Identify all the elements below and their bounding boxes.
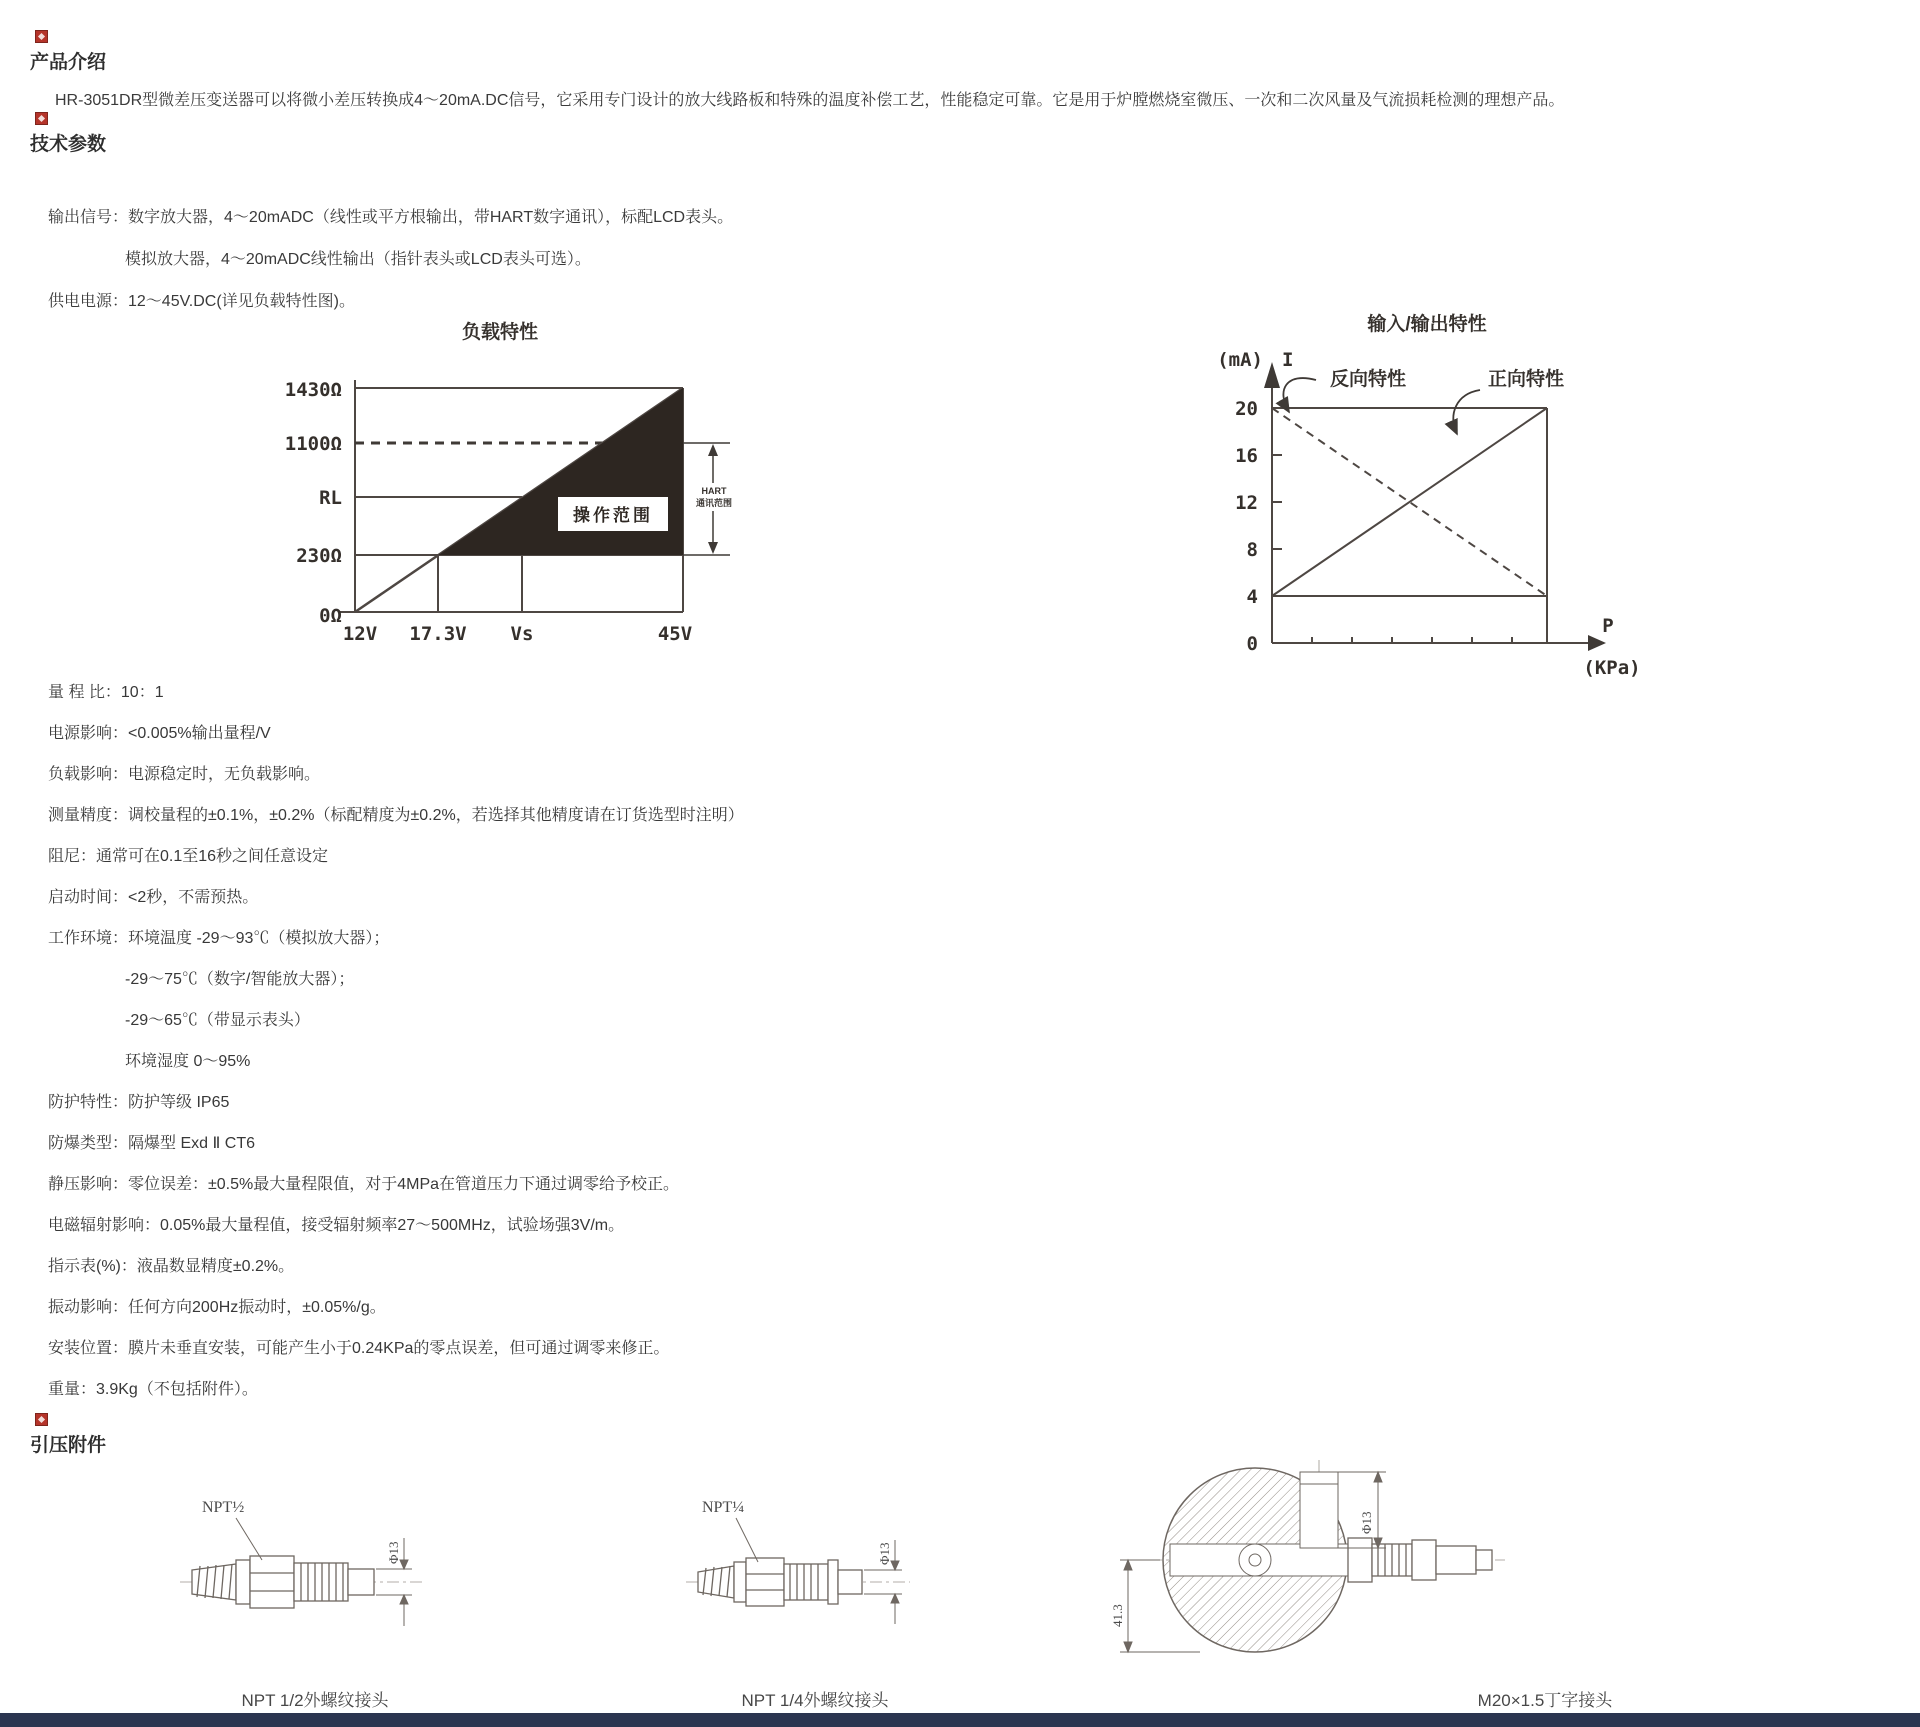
svg-text:反向特性: 反向特性	[1329, 369, 1407, 390]
fitting-caption: NPT 1/2外螺纹接头	[241, 1691, 389, 1710]
y-axis-unit-label: (mA)	[1217, 349, 1263, 371]
svg-text:Vs: Vs	[510, 623, 534, 645]
spec-line: -29～65℃（带显示表头）	[125, 1012, 310, 1029]
diameter-dimension	[1338, 1472, 1386, 1548]
fitting-body	[698, 1558, 862, 1606]
spec-line: 负载影响：电源稳定时，无负载影响。	[48, 766, 321, 783]
spec-line: 重量：3.9Kg（不包括附件）。	[48, 1381, 258, 1398]
io-chart-title: 输入/输出特性	[1367, 314, 1487, 335]
power-supply-line: 供电电源：12～45V.DC(详见负载特性图)。	[48, 293, 356, 310]
section-bullet-icon	[35, 112, 48, 125]
spec-line: 启动时间：<2秒，不需预热。	[48, 889, 259, 906]
y-axis-arrowhead	[1264, 362, 1280, 388]
spec-line: 环境湿度 0～95%	[125, 1053, 251, 1070]
svg-text:8: 8	[1246, 539, 1258, 561]
io-characteristics-chart	[960, 290, 1680, 690]
output-signal-line2: 模拟放大器，4～20mADC线性输出（指针表头或LCD表头可选）。	[125, 251, 591, 268]
spec-list	[48, 682, 744, 1420]
svg-text:20: 20	[1235, 398, 1258, 420]
reverse-characteristic-annotation	[1283, 367, 1406, 412]
io-axes	[1272, 384, 1604, 643]
svg-text:4: 4	[1246, 586, 1258, 608]
leader-line	[736, 1518, 758, 1562]
fitting-body	[192, 1556, 374, 1608]
load-characteristics-chart	[170, 300, 810, 680]
svg-text:12V: 12V	[342, 623, 378, 645]
spec-line: -29～75℃（数字/智能放大器）；	[125, 971, 355, 988]
spec-line: 量 程 比：10：1	[48, 684, 164, 701]
output-signal-line	[48, 204, 733, 227]
svg-text:16: 16	[1235, 445, 1258, 467]
svg-text:0Ω: 0Ω	[319, 605, 342, 627]
fitting-diameter-dim: Φ13	[386, 1541, 401, 1564]
intro-paragraph: HR-3051DR型微差压变送器可以将微小差压转换成4～20mA.DC信号，它采用专门设计的放大线路板和特殊的温度补偿工艺，性能稳定可靠。它是用于炉膛燃烧室微压、一次和二次风量及气流损耗检测的理想产品。	[55, 92, 1565, 109]
fitting-caption: NPT 1/4外螺纹接头	[741, 1691, 889, 1710]
spec-line: 防爆类型：隔爆型 Exd Ⅱ CT6	[48, 1135, 256, 1152]
fitting-drawing-npt-1-2	[150, 1462, 480, 1682]
spec-line: 静压影响：零位误差：±0.5%最大量程限值，对于4MPa在管道压力下通过调零给予校正。	[48, 1176, 680, 1193]
spec-line: 测量精度：调校量程的±0.1%，±0.2%（标配精度为±0.2%，若选择其他精度请在订货选型时注明）	[48, 807, 744, 824]
spec-line: 阻尼：通常可在0.1至16秒之间任意设定	[48, 848, 329, 865]
svg-text:1100Ω: 1100Ω	[284, 433, 342, 455]
spec-line: 安装位置：膜片未垂直安装，可能产生小于0.24KPa的零点误差，但可通过调零来修正。	[48, 1340, 670, 1357]
load-chart-title: 负载特性	[461, 322, 539, 343]
section-bullet-icon	[35, 30, 48, 43]
io-frame-lines	[1272, 408, 1547, 643]
spec-line: 电磁辐射影响：0.05%最大量程值，接受辐射频率27～500MHz，试验场强3V/m。	[48, 1217, 625, 1234]
hart-range-annotation	[683, 443, 735, 555]
spec-line: 工作环境：环境温度 -29～93℃（模拟放大器）；	[48, 930, 390, 947]
fitting-diameter-dim: Φ13	[877, 1542, 892, 1565]
leader-line	[236, 1518, 262, 1560]
tee-fitting-body	[1348, 1538, 1492, 1582]
hart-label-line2: 通讯范围	[695, 498, 733, 508]
tech-heading: 技术参数	[30, 134, 107, 155]
page-bottom-band	[0, 1713, 1920, 1727]
svg-text:45V: 45V	[657, 623, 693, 645]
svg-text:230Ω: 230Ω	[296, 545, 342, 567]
svg-text:RL: RL	[319, 487, 342, 509]
fitting-drawing-npt-1-4	[650, 1462, 980, 1682]
fittings-heading: 引压附件	[30, 1435, 107, 1456]
io-y-axis-labels	[1235, 398, 1258, 655]
svg-text:正向特性: 正向特性	[1487, 369, 1565, 390]
svg-text:12: 12	[1235, 492, 1258, 514]
y-axis-symbol-label: I	[1282, 349, 1294, 371]
intro-heading: 产品介绍	[30, 52, 107, 73]
svg-text:17.3V: 17.3V	[409, 623, 467, 645]
io-tick-marks	[1272, 408, 1512, 643]
fitting-size-label: NPT½	[202, 1499, 245, 1516]
spec-line: 防护特性：防护等级 IP65	[48, 1094, 230, 1111]
fitting-size-label: NPT¼	[702, 1499, 745, 1516]
spec-line: 指示表(%)：液晶数显精度±0.2%。	[48, 1258, 295, 1275]
spec-line: 电源影响：<0.005%输出量程/V	[48, 725, 271, 742]
section-bullet-icon	[35, 1413, 48, 1426]
load-x-axis-labels	[343, 623, 692, 645]
output-signal-value1: 数字放大器，4～20mADC（线性或平方根输出，带HART数字通讯），标配LCD表头。	[128, 209, 734, 226]
spec-line: 振动影响：任何方向200Hz振动时，±0.05%/g。	[48, 1299, 386, 1316]
fitting-drawing-m20-tee	[1080, 1442, 1560, 1682]
x-axis-symbol-label: P	[1602, 615, 1614, 637]
svg-text:0: 0	[1246, 633, 1258, 655]
operating-range-label	[557, 496, 669, 532]
fitting-caption: M20×1.5丁字接头	[1477, 1691, 1613, 1710]
x-axis-unit-label: (KPa)	[1583, 657, 1641, 679]
fitting-height-dim: 41.3	[1110, 1604, 1125, 1627]
svg-text:操作范围: 操作范围	[573, 506, 653, 525]
fitting-diameter-dim: Φ13	[1359, 1511, 1374, 1534]
load-y-axis-labels	[285, 379, 342, 627]
hart-label-line1: HART	[701, 486, 727, 496]
output-signal-label: 输出信号：	[48, 209, 129, 226]
svg-text:1430Ω: 1430Ω	[284, 379, 342, 401]
